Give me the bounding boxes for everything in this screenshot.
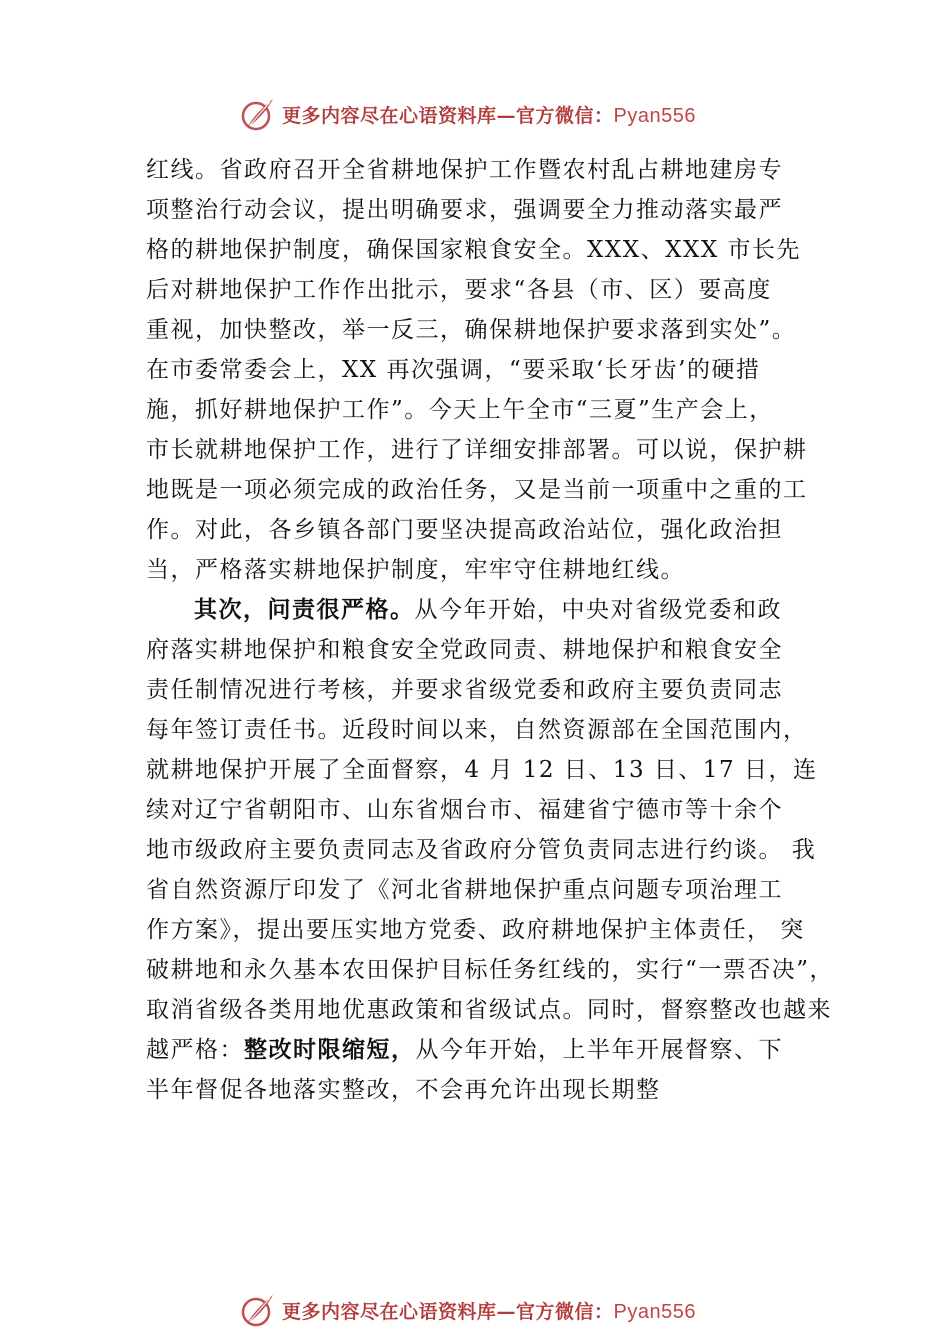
document-body <box>146 150 836 1110</box>
banner-text: 更多内容尽在心语资料库—官方微信：Pyan556 <box>282 1300 696 1323</box>
text-span: 从今年开始，上半年开展督察、下 <box>415 1037 783 1063</box>
paragraph-heading-line <box>146 590 836 630</box>
section-heading: 其次，问责很严格。 <box>194 596 415 623</box>
bold-phrase: 整改时限缩短， <box>244 1036 416 1063</box>
text-line: 地市级政府主要负责同志及省政府分管负责同志进行约谈。 我 <box>146 837 817 863</box>
text-line: 重视，加快整改，举一反三，确保耕地保护要求落到实处”。 <box>146 317 797 343</box>
text-line: 省自然资源厅印发了《河北省耕地保护重点问题专项治理工 <box>146 877 783 903</box>
text-line: 破耕地和永久基本农田保护目标任务红线的，实行“一票否决”， <box>146 957 835 983</box>
feather-logo-icon <box>240 1292 276 1328</box>
feather-logo-icon <box>240 96 276 132</box>
text-line: 施，抓好耕地保护工作”。今天上午全市“三夏”生产会上， <box>146 397 774 423</box>
text-span: 越严格： <box>146 1037 244 1063</box>
text-line: 当，严格落实耕地保护制度，牢牢守住耕地红线。 <box>146 557 685 583</box>
text-line: 每年签订责任书。近段时间以来，自然资源部在全国范围内， <box>146 717 808 743</box>
text-line: 续对辽宁省朝阳市、山东省烟台市、福建省宁德市等十余个 <box>146 797 783 823</box>
text-line: 红线。省政府召开全省耕地保护工作暨农村乱占耕地建房专 <box>146 157 783 183</box>
text-line: 地既是一项必须完成的政治任务，又是当前一项重中之重的工 <box>146 477 808 503</box>
footer-banner <box>240 1290 760 1330</box>
text-line: 格的耕地保护制度，确保国家粮食安全。XXX、XXX 市长先 <box>146 237 802 263</box>
text-line: 责任制情况进行考核，并要求省级党委和政府主要负责同志 <box>146 677 783 703</box>
text-line: 就耕地保护开展了全面督察，4 月 12 日、13 日、17 日，连 <box>146 757 818 783</box>
text-line: 市长就耕地保护工作，进行了详细安排部署。可以说，保护耕 <box>146 437 808 463</box>
text-line: 在市委常委会上，XX 再次强调，“要采取‘长牙齿’的硬措 <box>146 357 761 383</box>
text-span: 从今年开始，中央对省级党委和政 <box>414 597 782 623</box>
text-line <box>146 1030 836 1070</box>
text-line: 作方案》，提出要压实地方党委、政府耕地保护主体责任， 突 <box>146 917 805 943</box>
text-line: 半年督促各地落实整改，不会再允许出现长期整 <box>146 1077 661 1103</box>
text-line: 府落实耕地保护和粮食安全党政同责、耕地保护和粮食安全 <box>146 637 783 663</box>
text-line: 项整治行动会议，提出明确要求，强调要全力推动落实最严 <box>146 197 783 223</box>
text-line: 后对耕地保护工作作出批示，要求“各县（市、区）要高度 <box>146 277 772 303</box>
header-banner <box>240 94 760 134</box>
text-line: 作。对此，各乡镇各部门要坚决提高政治站位，强化政治担 <box>146 517 783 543</box>
banner-text: 更多内容尽在心语资料库—官方微信：Pyan556 <box>282 104 696 127</box>
text-line: 取消省级各类用地优惠政策和省级试点。同时，督察整改也越来 <box>146 997 832 1023</box>
